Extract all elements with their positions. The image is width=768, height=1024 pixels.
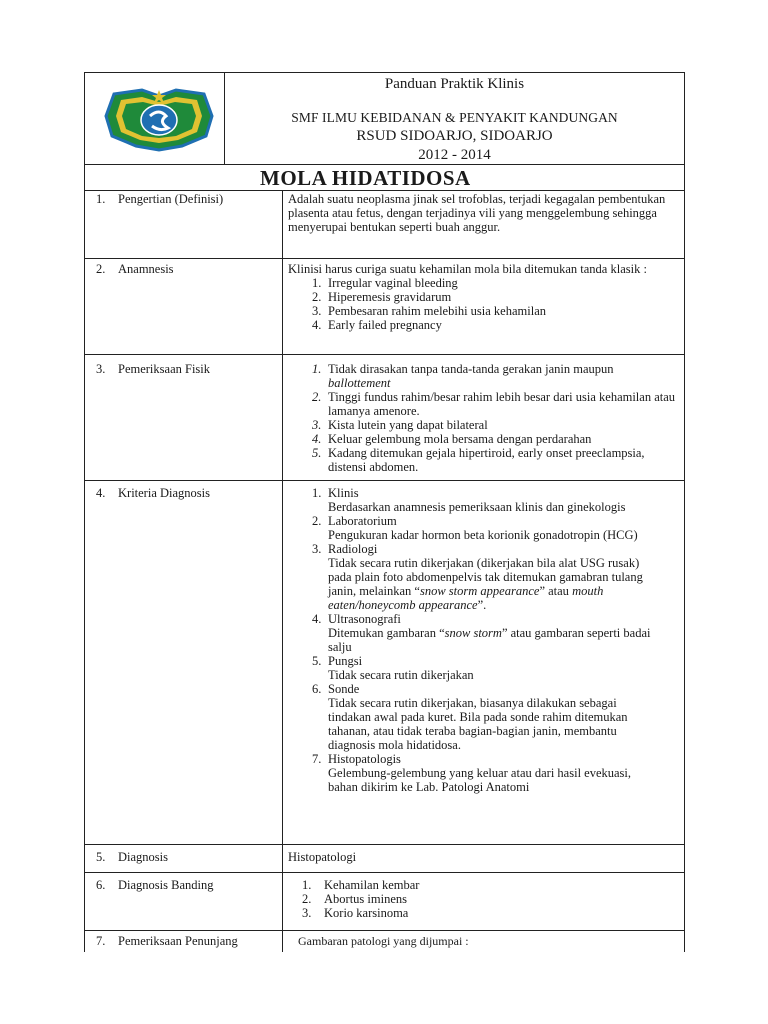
main-title: MOLA HIDATIDOSA xyxy=(260,166,471,190)
row-label: Diagnosis xyxy=(118,850,168,864)
table-border-left xyxy=(84,72,85,952)
row-label: Pemeriksaan Penunjang xyxy=(118,934,238,948)
row-number: 2. xyxy=(96,262,106,276)
list-item: 4. Keluar gelembung mola bersama dengan perdarahan xyxy=(312,432,592,446)
row-content xyxy=(288,486,658,794)
row-content: Adalah suatu neoplasma jinak sel trofoblas, terjadi kegagalan pembentukan plasenta atau fetus, dengan terjadinya vili yang menggelembung sehingga menyerupai bentukan seperti buah anggur. xyxy=(288,192,666,234)
differential-diagnosis-list xyxy=(288,878,678,920)
table-border-right xyxy=(684,72,685,952)
list-item: 2. Hiperemesis gravidarum xyxy=(312,290,452,304)
row-content xyxy=(288,878,678,920)
row-content: Gambaran patologi yang dijumpai : xyxy=(298,934,469,948)
row-intro: Klinisi harus curiga suatu kehamilan mola bila ditemukan tanda klasik : xyxy=(288,262,647,276)
row-label: Kriteria Diagnosis xyxy=(118,486,210,500)
document-title: Panduan Praktik Klinis xyxy=(384,76,525,92)
table-divider xyxy=(84,164,685,165)
row-number: 3. xyxy=(96,362,106,376)
table-divider xyxy=(84,258,685,259)
list-item: 1. Tidak dirasakan tanpa tanda-tanda gerakan janin maupun ballottement xyxy=(312,362,614,390)
list-item: 2. Tinggi fundus rahim/besar rahim lebih besar dari usia kehamilan atau lamanya amenore. xyxy=(312,390,676,418)
table-divider xyxy=(84,354,685,355)
row-content xyxy=(288,362,678,474)
table-divider xyxy=(84,872,685,873)
hospital-logo-icon xyxy=(102,86,216,152)
department-name: SMF ILMU KEBIDANAN & PENYAKIT KANDUNGAN xyxy=(291,110,618,125)
row-number: 4. xyxy=(96,486,106,500)
list-item: 4. Early failed pregnancy xyxy=(312,318,442,332)
list-item: 2. Abortus iminens xyxy=(302,892,407,906)
hospital-name: RSUD SIDOARJO, SIDOARJO xyxy=(356,128,553,144)
document-page xyxy=(84,72,685,952)
row-label: Diagnosis Banding xyxy=(118,878,214,892)
physical-exam-list xyxy=(288,362,678,474)
list-item: 5. Kadang ditemukan gejala hipertiroid, early onset preeclampsia, distensi abdomen. xyxy=(312,446,645,474)
list-item: 2. Laboratorium Pengukuran kadar hormon beta korionik gonadotropin (HCG) xyxy=(312,514,638,542)
row-number: 5. xyxy=(96,850,106,864)
list-item: 1. Klinis Berdasarkan anamnesis pemeriksaan klinis dan ginekologis xyxy=(312,486,626,514)
table-divider xyxy=(84,480,685,481)
year-range: 2012 - 2014 xyxy=(418,147,491,163)
anamnesis-list xyxy=(288,276,678,332)
table-divider xyxy=(84,190,685,191)
list-item: 3. Kista lutein yang dapat bilateral xyxy=(312,418,488,432)
list-item: 1. Kehamilan kembar xyxy=(302,878,420,892)
diagnosis-criteria-list xyxy=(288,486,658,794)
list-item: 5. Pungsi Tidak secara rutin dikerjakan xyxy=(312,654,474,682)
row-label: Pemeriksaan Fisik xyxy=(118,362,211,376)
document-header xyxy=(84,72,685,164)
table-divider xyxy=(84,844,685,845)
row-label: Anamnesis xyxy=(118,262,174,276)
table-divider xyxy=(84,930,685,931)
list-item: 4. Ultrasonografi Ditemukan gambaran “snow storm” atau gambaran seperti badai salju xyxy=(312,612,651,654)
list-item: 7. Histopatologis Gelembung-gelembung yang keluar atau dari hasil evekuasi, bahan dikirim ke Lab. Patologi Anatomi xyxy=(312,752,632,794)
row-label: Pengertian (Definisi) xyxy=(118,192,224,206)
row-content: Histopatologi xyxy=(288,850,357,864)
list-item: 6. Sonde Tidak secara rutin dikerjakan, biasanya dilakukan sebagai tindakan awal pada kuret. Bila pada sonde rahim ditemukan tahanan, atau tidak teraba bagian-bagian janin, membantu diagnosis mola hidatidosa. xyxy=(312,682,628,752)
list-item: 3. Korio karsinoma xyxy=(302,906,409,920)
list-item: 1. Irregular vaginal bleeding xyxy=(312,276,458,290)
row-content xyxy=(288,262,678,332)
list-item: 3. Pembesaran rahim melebihi usia kehamilan xyxy=(312,304,546,318)
column-divider xyxy=(282,190,283,952)
row-number: 7. xyxy=(96,934,106,948)
row-number: 6. xyxy=(96,878,106,892)
list-item: 3. Radiologi Tidak secara rutin dikerjakan (dikerjakan bila alat USG rusak) pada plain foto abdomenpelvis tak ditemukan gamabran tulang janin, melainkan “snow storm appearance” atau mouth eaten/honeycomb appearance”. xyxy=(312,542,643,612)
row-number: 1. xyxy=(96,192,106,206)
